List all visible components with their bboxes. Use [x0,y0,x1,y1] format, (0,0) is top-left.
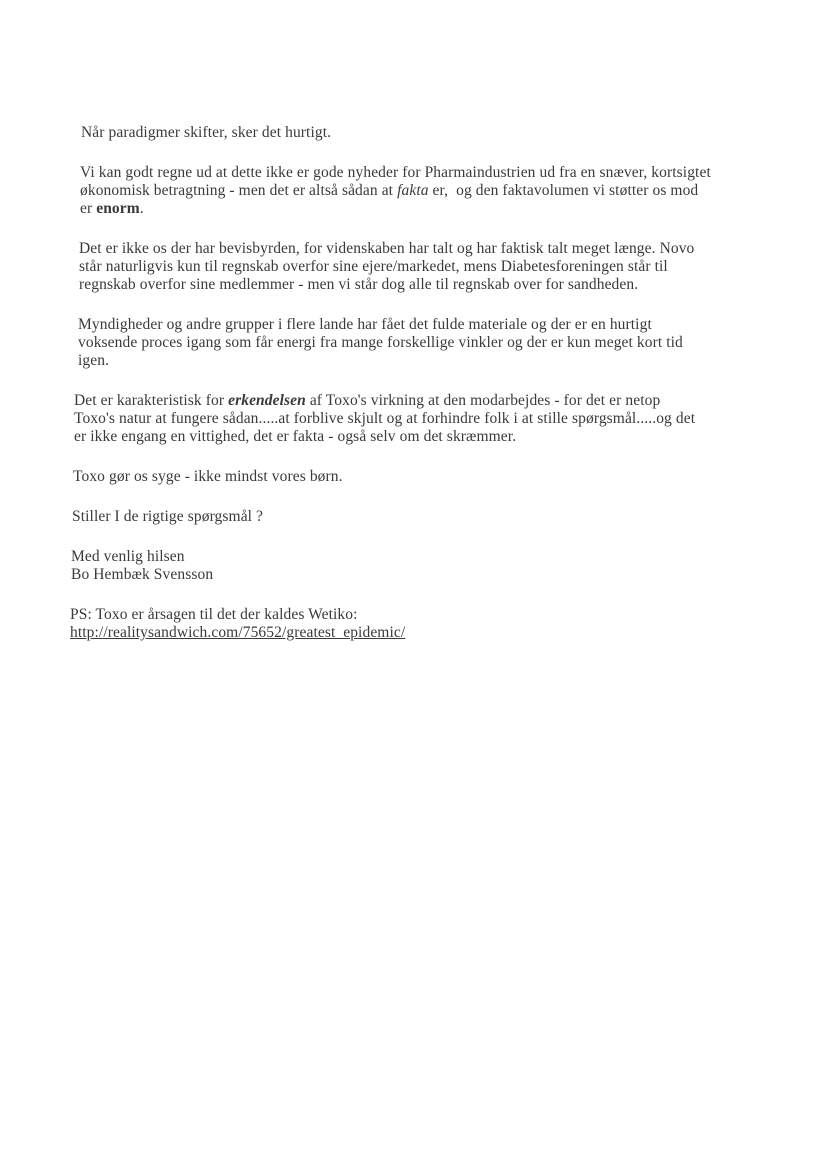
signature-block [71,548,788,584]
text-line: regnskab overfor sine medlemmer - men vi står dog alle til regnskab over for sandheden. [79,276,639,293]
text-run: er [80,200,97,217]
text-line [80,200,788,218]
text-line: Vi kan godt regne ud at dette ikke er gode nyheder for Pharmaindustrien ud fra en snæver, kortsigtet [80,164,711,181]
emphasis-fakta: fakta [397,182,429,199]
text-line [74,392,788,410]
text-line [80,182,788,200]
emphasis-erkendelsen: erkendelsen [228,392,306,409]
text-run: økonomisk betragtning - men det er altså sådan at [80,182,398,199]
text-line: Toxo gør os syge - ikke mindst vores børn. [73,468,343,485]
ps-line: PS: Toxo er årsagen til det der kaldes Wetiko: [70,606,358,623]
text-line: Når paradigmer skifter, sker det hurtigt. [81,124,332,141]
text-run: er, og den faktavolumen vi støtter os mod [428,182,699,199]
text-line: voksende proces igang som får energi fra mange forskellige vinkler og der er kun meget kort tid [78,334,683,351]
ps-url-link: http://realitysandwich.com/75652/greatest_epidemic/ [70,624,406,641]
paragraph-authorities [78,316,788,370]
text-line: er ikke engang en vittighed, det er fakta - også selv om det skræmmer. [74,428,517,445]
text-run: . [139,200,144,217]
text-line: igen. [78,352,110,369]
text-line: står naturligvis kun til regnskab overfor sine ejere/markedet, mens Diabetesforeningen står til [79,258,668,275]
text-line: Stiller I de rigtige spørgsmål ? [72,508,264,525]
text-line: Myndigheder og andre grupper i flere lande har fået det fulde materiale og der er en hurtigt [78,316,652,333]
text-line: Toxo's natur at fungere sådan.....at forblive skjult og at forhindre folk i at stille spørgsmål.....og det [74,410,696,427]
ps-block [70,606,788,642]
paragraph-toxo-sick [73,468,788,486]
text-run: af Toxo's virkning at den modarbejdes - for det er netop [305,392,661,409]
letter-body [68,124,788,664]
paragraph-burden-of-proof [79,240,788,294]
emphasis-enorm: enorm [96,200,140,217]
paragraph-opening [81,124,788,142]
paragraph-erkendelsen [74,392,788,446]
text-run: Det er karakteristisk for [74,392,229,409]
signoff-line: Med venlig hilsen [71,548,185,565]
paragraph-pharma-industry [80,164,788,218]
paragraph-question [72,508,788,526]
signature-name: Bo Hembæk Svensson [71,566,214,583]
text-line: Det er ikke os der har bevisbyrden, for videnskaben har talt og har faktisk talt meget længe. Novo [79,240,695,257]
